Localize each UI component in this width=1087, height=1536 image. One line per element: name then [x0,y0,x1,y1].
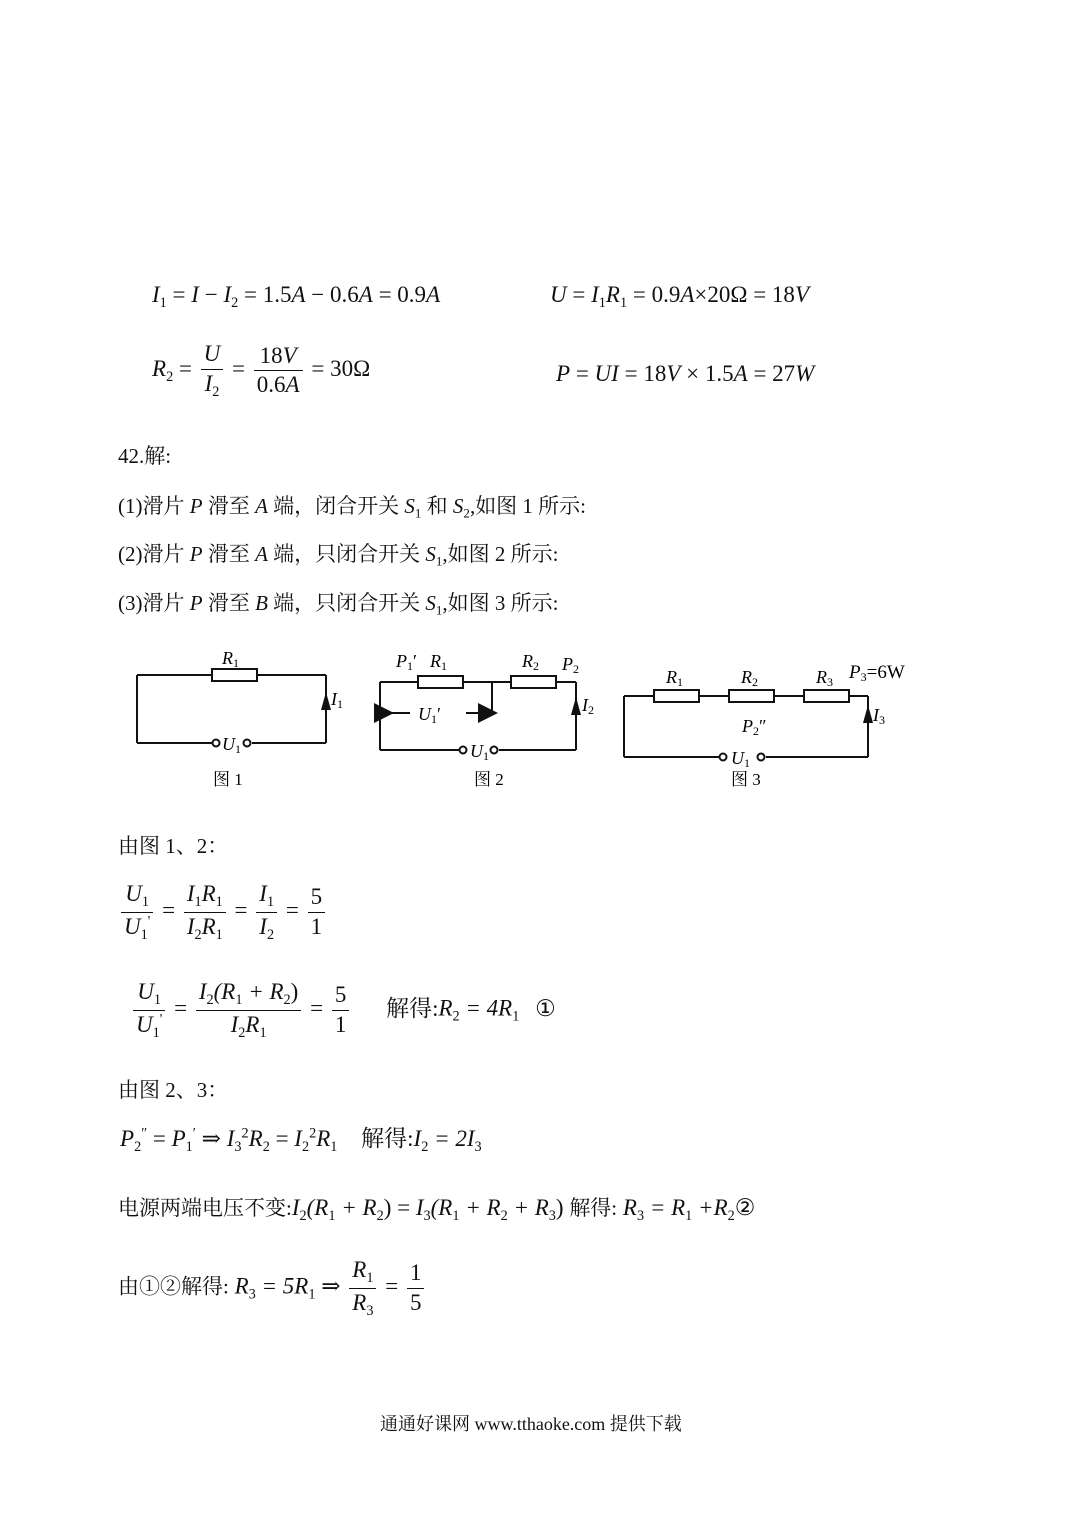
terminal [460,747,467,754]
terminal [213,740,220,747]
current-arrow [571,697,581,715]
step-2: (2)滑片 P 滑至 A 端，只闭合开关 $S_1$,如图 2 所示: [118,542,559,569]
label-r3: R3 [816,667,833,689]
label-p2: P2 [562,654,579,676]
label-u1: U1 [222,734,241,756]
label-p2-double-prime: P2″ [742,716,767,738]
caption-figure-1: 图 1 [213,770,243,789]
from-figures-2-3: 由图 2、3： [118,1078,229,1102]
equation-resistance-r2: $R_2$ = $\frac{U}{I_2}$ = $\frac{18V}{0.6A}$ = 30Ω [152,341,371,400]
equation-power-equality: $P_2'' = P_1'$ ⇒ $I_3^2R_2 = I_2^2R_1$ 解得$:I_2 = 2I_3$ [120,1125,482,1155]
label-r1: R1 [222,648,239,670]
problem-heading: 42.解: [118,444,172,468]
step-3: (3)滑片 P 滑至 B 端，只闭合开关 $S_1$,如图 3 所示: [118,591,559,618]
label-r2: R2 [741,667,758,689]
equation-current-i1: $I_1 = I - I_2 = 1.5A - 0.6A = 0.9A$ [152,282,441,311]
current-arrow [321,692,331,710]
equation-ratio-1: $\frac{U_1}{U_1'}$ = $\frac{I_1R_1}{I_2R_1}$ = $\frac{I_1}{I_2}$ = $\frac{5}{1}$ [118,880,328,945]
label-u1-prime: U1′ [418,704,441,726]
label-i2: I2 [582,695,594,717]
from-figures-1-2: 由图 1、2： [118,834,229,858]
label-p1-prime: P1′ [396,651,417,673]
caption-figure-3: 图 3 [731,770,761,789]
equation-final-ratio: 由①②解得: $R_3 = 5R_1$ ⇒ $\frac{R_1}{R_3}$ = $\frac{1}{5}$ [118,1256,427,1321]
resistor-r2 [729,690,774,702]
resistor-r3 [804,690,849,702]
label-i1: I1 [331,689,343,711]
circuit-figures [0,640,1087,800]
terminal [244,740,251,747]
terminal [491,747,498,754]
terminal [720,754,727,761]
label-r1: R1 [430,651,447,673]
terminal [758,754,765,761]
resistor-r1 [418,676,463,688]
resistor-r1 [654,690,699,702]
page-footer: 通通好课网 www.tthaoke.com 提供下载 [380,1414,682,1434]
label-r2: R2 [522,651,539,673]
resistor-r1 [212,669,257,681]
label-u1: U1 [470,741,489,763]
equation-voltage-u: $U = I_1R_1 = 0.9A\times 20\Omega = 18V$ [550,282,809,311]
label-i3: I3 [873,705,885,727]
caption-figure-2: 图 2 [474,770,504,789]
equation-ratio-2: $\frac{U_1}{U_1'}$ = $\frac{I_2(R_1 + R_2)}{I_2R_1}$ = $\frac{5}{1}$ 解得$:R_2 = 4R_1$ ① [130,978,556,1043]
label-r1: R1 [666,667,683,689]
equation-power-p: P = UI = 18V × 1.5A = 27W [556,361,815,386]
step-1: (1)滑片 P 滑至 A 端，闭合开关 $S_1$ 和 $S_2$,如图 1 所示: [118,494,587,521]
equation-voltage-constant: 电源两端电压不变$:I_2(R_1 + R_2) = I_3(R_1 + R_2 + R_3)$ 解得: $R_3 = R_1$ $+R_2②$ [118,1195,756,1224]
resistor-r2 [511,676,556,688]
label-u1: U1 [731,748,750,770]
current-arrow [863,705,873,723]
label-p3: P3=6W [849,662,905,684]
